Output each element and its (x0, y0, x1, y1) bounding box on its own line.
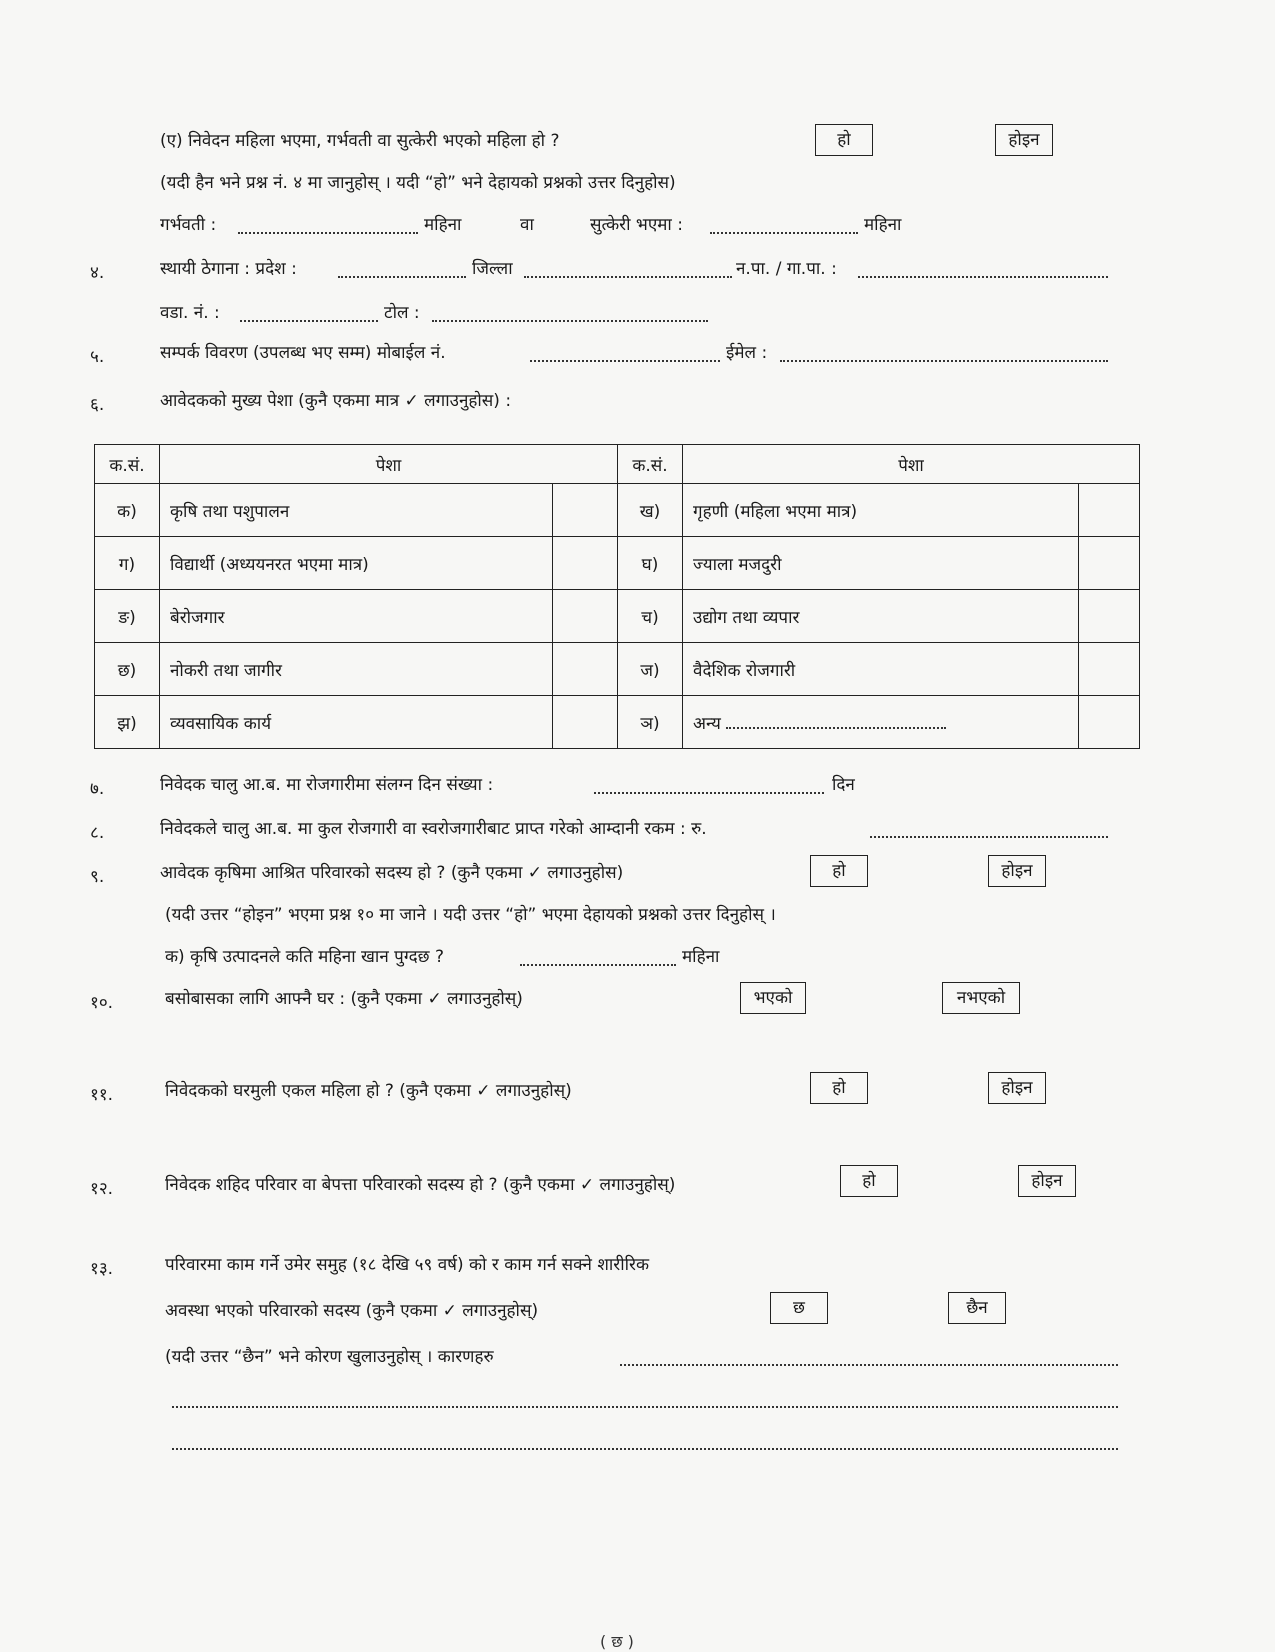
postpartum-months-field[interactable] (710, 218, 858, 234)
tole-field[interactable] (432, 306, 708, 322)
q5-contact-label: सम्पर्क विवरण (उपलब्ध भए सम्म) मोबाईल नं. (160, 343, 446, 363)
q8-number: ८. (90, 823, 105, 843)
q10-no-box[interactable]: नभएको (942, 982, 1020, 1014)
district-label: जिल्ला (472, 259, 513, 279)
q9-yes-box[interactable]: हो (810, 855, 868, 887)
header-sn-2: क.सं. (618, 445, 683, 484)
postpartum-label: सुत्केरी भएमा : (590, 215, 683, 235)
q7-unit: दिन (832, 775, 855, 795)
checkbox-cell[interactable] (1079, 537, 1140, 590)
other-occupation-field[interactable] (726, 717, 946, 729)
occupation-cell: नोकरी तथा जागीर (160, 643, 553, 696)
table-row (95, 537, 1140, 590)
occupation-cell: व्यवसायिक कार्य (160, 696, 553, 749)
q12-yes-box[interactable]: हो (840, 1165, 898, 1197)
table-row (95, 643, 1140, 696)
municipality-field[interactable] (858, 262, 1108, 278)
occupation-cell: उद्योग तथा व्यपार (683, 590, 1079, 643)
reason-field-3[interactable] (172, 1434, 1118, 1450)
row-label: घ) (618, 537, 683, 590)
q5-number: ५. (90, 347, 105, 367)
checkbox-cell[interactable] (553, 696, 618, 749)
q9-note: (यदी उत्तर “होइन” भएमा प्रश्न १० मा जाने । यदी उत्तर “हो” भएमा देहायको प्रश्नको उत्तर दिनुहोस् । (165, 905, 776, 925)
other-label: अन्य (693, 713, 721, 734)
district-field[interactable] (524, 262, 732, 278)
q4-number: ४. (90, 263, 105, 283)
header-sn: क.सं. (95, 445, 160, 484)
pregnant-month-unit: महिना (424, 215, 462, 235)
q9-unit: महिना (682, 947, 720, 967)
q12-text: निवेदक शहिद परिवार वा बेपत्ता परिवारको सदस्य हो ? (कुनै एकमा ✓ लगाउनुहोस्) (165, 1175, 676, 1195)
mobile-field[interactable] (530, 346, 720, 362)
checkbox-cell[interactable] (1079, 696, 1140, 749)
q11-number: ११. (90, 1085, 114, 1105)
table-row (95, 590, 1140, 643)
row-label: च) (618, 590, 683, 643)
occupation-cell: वैदेशिक रोजगारी (683, 643, 1079, 696)
q7-number: ७. (90, 779, 105, 799)
occupation-cell: विद्यार्थी (अध्ययनरत भएमा मात्र) (160, 537, 553, 590)
row-label: ङ) (95, 590, 160, 643)
postpartum-month-unit: महिना (864, 215, 902, 235)
header-occupation: पेशा (160, 445, 618, 484)
reason-field-2[interactable] (172, 1392, 1118, 1408)
q8-text: निवेदकले चालु आ.ब. मा कुल रोजगारी वा स्वरोजगारीबाट प्राप्त गरेको आम्दानी रकम : रु. (160, 819, 707, 839)
pregnant-months-field[interactable] (238, 218, 418, 234)
table-row (95, 696, 1140, 749)
q11-text: निवेदकको घरमुली एकल महिला हो ? (कुनै एकमा ✓ लगाउनुहोस्) (165, 1081, 572, 1101)
q-pregnant-note: (यदी हैन भने प्रश्न नं. ४ मा जानुहोस् । यदी “हो” भने देहायको प्रश्नको उत्तर दिनुहोस) (160, 173, 676, 193)
q10-text: बसोबासका लागि आफ्नै घर : (कुनै एकमा ✓ लगाउनुहोस्) (165, 989, 523, 1009)
tole-label: टोल : (384, 303, 420, 323)
row-label: ख) (618, 484, 683, 537)
reason-field-1[interactable] (620, 1350, 1118, 1366)
working-days-field[interactable] (594, 778, 824, 794)
checkbox-cell[interactable] (553, 484, 618, 537)
q12-number: १२. (90, 1179, 114, 1199)
row-label: ज) (618, 643, 683, 696)
row-label: झ) (95, 696, 160, 749)
table-row (95, 484, 1140, 537)
or-label: वा (520, 215, 534, 235)
q9-number: ९. (90, 867, 105, 887)
row-label: ञ) (618, 696, 683, 749)
pregnant-label: गर्भवती : (160, 215, 217, 235)
q9-sub-question: क) कृषि उत्पादनले कति महिना खान पुग्दछ ? (165, 947, 444, 967)
q13-line2: अवस्था भएको परिवारको सदस्य (कुनै एकमा ✓ लगाउनुहोस्) (165, 1301, 539, 1321)
occupation-cell: गृहणी (महिला भएमा मात्र) (683, 484, 1079, 537)
page-number: ( छ ) (600, 1632, 634, 1651)
ward-label: वडा. नं. : (160, 303, 220, 323)
q10-yes-box[interactable]: भएको (740, 982, 806, 1014)
q9-no-box[interactable]: होइन (988, 855, 1046, 887)
q13-yes-box[interactable]: छ (770, 1292, 828, 1324)
occupation-cell: ज्याला मजदुरी (683, 537, 1079, 590)
q-pregnant-yes-box[interactable]: हो (815, 124, 873, 156)
food-months-field[interactable] (520, 950, 676, 966)
row-label: छ) (95, 643, 160, 696)
checkbox-cell[interactable] (1079, 643, 1140, 696)
ward-field[interactable] (240, 306, 378, 322)
province-field[interactable] (338, 262, 466, 278)
q4-address-label: स्थायी ठेगाना : प्रदेश : (160, 259, 297, 279)
checkbox-cell[interactable] (1079, 484, 1140, 537)
income-field[interactable] (870, 822, 1108, 838)
row-label: ग) (95, 537, 160, 590)
checkbox-cell[interactable] (553, 643, 618, 696)
q12-no-box[interactable]: होइन (1018, 1165, 1076, 1197)
q-pregnant-text: (ए) निवेदन महिला भएमा, गर्भवती वा सुत्केरी भएको महिला हो ? (160, 131, 560, 151)
checkbox-cell[interactable] (553, 590, 618, 643)
bleed-through-text (110, 110, 115, 128)
occupation-table (94, 444, 1140, 749)
q13-number: १३. (90, 1259, 114, 1279)
email-label: ईमेल : (726, 343, 768, 363)
email-field[interactable] (780, 346, 1108, 362)
checkbox-cell[interactable] (1079, 590, 1140, 643)
q6-text: आवेदकको मुख्य पेशा (कुनै एकमा मात्र ✓ लगाउनुहोस) : (160, 391, 512, 411)
q13-line1: परिवारमा काम गर्ने उमेर समुह (१८ देखि ५९ वर्ष) को र काम गर्न सक्ने शारीरिक (165, 1255, 650, 1275)
q11-yes-box[interactable]: हो (810, 1072, 868, 1104)
municipality-label: न.पा. / गा.पा. : (736, 259, 837, 279)
q10-number: १०. (90, 993, 114, 1013)
q13-no-box[interactable]: छैन (948, 1292, 1006, 1324)
q13-note: (यदी उत्तर “छैन” भने कोरण खुलाउनुहोस् । कारणहरु (165, 1347, 494, 1367)
row-label: क) (95, 484, 160, 537)
header-occupation-2: पेशा (683, 445, 1140, 484)
q11-no-box[interactable]: होइन (988, 1072, 1046, 1104)
occupation-cell: कृषि तथा पशुपालन (160, 484, 553, 537)
checkbox-cell[interactable] (553, 537, 618, 590)
q9-text: आवेदक कृषिमा आश्रित परिवारको सदस्य हो ? (कुनै एकमा ✓ लगाउनुहोस) (160, 863, 624, 883)
occupation-table-header (95, 445, 1140, 484)
q7-text: निवेदक चालु आ.ब. मा रोजगारीमा संलग्न दिन संख्या : (160, 775, 494, 795)
q-pregnant-no-box[interactable]: होइन (995, 124, 1053, 156)
q6-number: ६. (90, 395, 105, 415)
occupation-cell-other (683, 696, 1079, 749)
occupation-cell: बेरोजगार (160, 590, 553, 643)
